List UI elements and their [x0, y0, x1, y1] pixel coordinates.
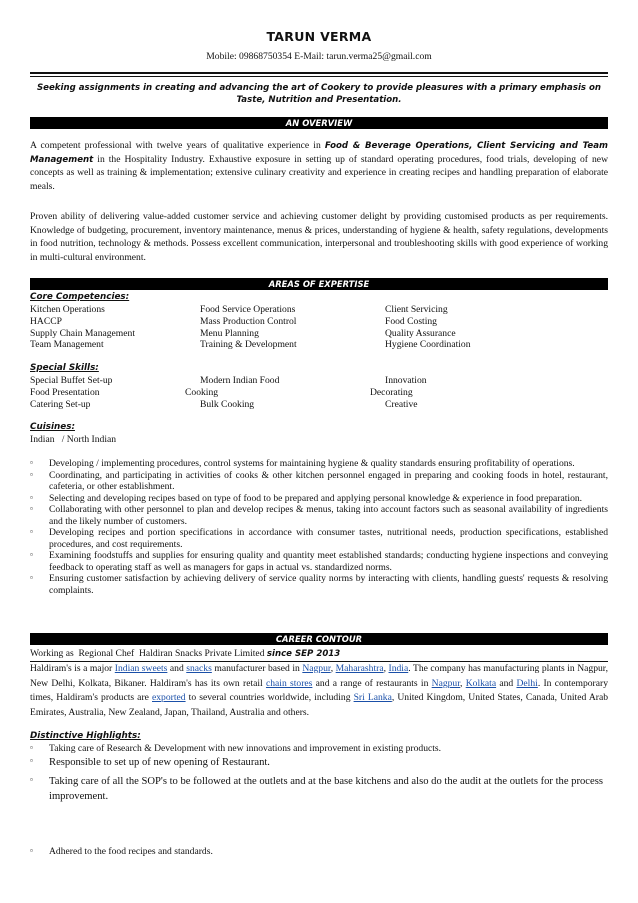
link-exported[interactable]: exported [152, 692, 186, 704]
core-cell: Mass Production Control [200, 315, 297, 327]
section-bar-overview: AN OVERVIEW [30, 117, 608, 129]
special-cell: Innovation [385, 375, 427, 386]
company-description: Haldiram's is a major Indian sweets and snacks manufacturer based in Nagpur, Maharashtra, India. The company has manufacturing plants in Nagpur, New Delhi, Kolkata, Bikaner. Haldiram's has its own retail chain stores and a range of restaurants in Nagpur, Kolkata and Delhi. In contemporary times, Haldiram's products are exported to several countries worldwide, including Sri Lanka, United Kingdom, United States, Canada, United Arab Emirates, Australia, New Zealand, Japan, Thailand, Australia and others. [30, 663, 609, 718]
core-row [30, 339, 608, 351]
overview-paragraph-1 [30, 139, 608, 193]
list-item: ▫ Developing recipes and portion specifications in accordance with consumer tastes, nutritional needs, production specifications, established procedures, and cost requirements. [30, 527, 608, 550]
link-indian-sweets[interactable]: Indian sweets [114, 663, 168, 674]
core-cell: Supply Chain Management [30, 327, 135, 339]
highlights-heading: Distinctive Highlights: [30, 731, 141, 741]
bullet-square-icon: ▫ [30, 755, 33, 765]
header-rule [30, 72, 608, 74]
link-chain-stores[interactable]: chain stores [265, 677, 313, 689]
special-cell: Catering Set-up [30, 398, 91, 410]
position-since: since SEP 2013 [266, 649, 341, 659]
core-cell: Food Service Operations [200, 304, 296, 315]
link-kolkata[interactable]: Kolkata [465, 677, 497, 689]
core-cell: Kitchen Operations [30, 304, 105, 315]
special-cell: Food Presentation [30, 386, 100, 398]
bullet-square-icon: ▫ [30, 527, 33, 536]
section-bar-career: CAREER CONTOUR [30, 633, 608, 645]
link-maharashtra[interactable]: Maharashtra [335, 663, 384, 674]
position-text: Working as Regional Chef Haldiran Snacks Private Limited [30, 648, 267, 659]
candidate-name: TARUN VERMA [266, 29, 372, 44]
special-row [30, 399, 608, 411]
core-row [30, 328, 608, 340]
core-row [30, 304, 608, 316]
special-skills-grid [30, 375, 608, 410]
list-item: ▫ Taking care of Research & Development with new innovations and improvement in existing products. [30, 743, 442, 754]
core-cell: Team Management [30, 339, 104, 351]
special-skills-heading: Special Skills: [30, 363, 99, 373]
bullet-square-icon: ▫ [30, 775, 33, 785]
link-delhi[interactable]: Delhi [516, 677, 538, 689]
link-snacks[interactable]: snacks [186, 663, 212, 674]
list-item: ▫ Adhered to the food recipes and standards. [30, 846, 213, 857]
cuisines-value: Indian / North Indian [30, 434, 117, 445]
list-item: ▫ Coordinating, and participating in activities of cooks & other kitchen personnel engaged in preparing and cooking foods in hotel, restaurant, cafeteria, or other establishment. [30, 469, 608, 492]
core-cell: Food Costing [385, 315, 437, 327]
current-position [30, 648, 340, 660]
special-row [30, 387, 608, 399]
list-item: ▫ Selecting and developing recipes based on type of food to be prepared and applying personal knowledge & experience in food preparation. [30, 492, 583, 504]
bullet-square-icon: ▫ [30, 573, 33, 582]
bullet-square-icon: ▫ [30, 846, 33, 855]
overview-p1-post: in the Hospitality Industry. Exhaustive exposure in setting up of standard operating procedures, food trials, developing of new concepts as well as training & implementation; extensive culinary creativity and experience in creating recipes and handling preparation of elaborate meals. [30, 153, 608, 192]
special-cell: Modern Indian Food [200, 375, 280, 386]
bullet-square-icon: ▫ [30, 469, 33, 479]
special-cell: Decorating [370, 386, 413, 398]
core-competencies-grid [30, 304, 608, 351]
core-cell: Training & Development [200, 339, 297, 351]
overview-paragraph-2: Proven ability of delivering value-added customer service and achieving customer delight by providing customised products as per requirements. Knowledge of budgeting, procurement, inventory maintenance, menus & prices, understanding of hygiene & health, safety regulations, developments in food nutrition, technology & methods. Possess excellent communication, interpersonal and troubleshooting skills with good experience of working in multi-cultural environment. [30, 211, 608, 263]
section-bar-expertise: AREAS OF EXPERTISE [30, 278, 608, 290]
list-item: ▫ Developing / implementing procedures, control systems for maintaining hygiene & quality standards ensuring profitability of operations. [30, 458, 575, 469]
bullet-square-icon: ▫ [30, 458, 33, 467]
overview-p1-emphasis: Food & Beverage Operations, Client Servicing and Team Management [30, 141, 608, 165]
bullet-square-icon: ▫ [30, 504, 33, 513]
special-cell: Bulk Cooking [200, 398, 255, 410]
header-rule-thin [30, 76, 608, 77]
cuisines-heading: Cuisines: [30, 422, 75, 432]
special-cell: Special Buffet Set-up [30, 375, 113, 386]
core-competencies-heading: Core Competencies: [30, 292, 130, 302]
expertise-bullets [30, 458, 608, 596]
core-cell: Client Servicing [385, 304, 448, 315]
list-item: ▫ Examining foodstuffs and supplies for ensuring quality and quantity meet established standards; conducting hygiene inspections and conveying feedback to operating staff as well as managers for gaps in actual vs. standardized norms. [30, 550, 608, 573]
bullet-square-icon: ▫ [30, 492, 33, 502]
link-india[interactable]: India [388, 663, 409, 674]
link-sri-lanka[interactable]: Sri Lanka [353, 692, 392, 704]
core-cell: Menu Planning [200, 327, 259, 339]
contact-line: Mobile: 09868750354 E-Mail: tarun.verma25@gmail.com [206, 51, 432, 62]
core-row [30, 316, 608, 328]
objective-statement: Seeking assignments in creating and advancing the art of Cookery to provide pleasures with a primary emphasis on Taste, Nutrition and Presentation. [36, 83, 602, 106]
special-cell: Cooking [185, 386, 219, 398]
bullet-square-icon: ▫ [30, 550, 33, 559]
bullet-square-icon: ▫ [30, 743, 33, 752]
list-item: ▫ Collaborating with other personnel to plan and develop recipes & menus, taking into account factors such as seasonal availability of ingredients and the likely number of customers. [30, 504, 608, 527]
link-nagpur-2[interactable]: Nagpur [431, 677, 461, 689]
core-cell: Hygiene Coordination [385, 339, 471, 351]
highlights-list [30, 743, 608, 804]
list-item: ▫ Taking care of all the SOP's to be followed at the outlets and at the base kitchens and also do the audit at the outlets for the process improvement. [30, 775, 603, 802]
highlights-list-continued [30, 846, 608, 858]
core-cell: Quality Assurance [385, 327, 456, 339]
core-cell: HACCP [30, 315, 62, 327]
list-item: ▫ Ensuring customer satisfaction by achieving delivery of service quality norms by interacting with clients, handling guests' requests & resolving complaints. [30, 573, 608, 596]
special-row [30, 375, 608, 387]
overview-p1-pre: A competent professional with twelve years of qualitative experience in [30, 140, 325, 151]
list-item: ▫ Responsible to set up of new opening of Restaurant. [30, 755, 270, 768]
special-cell: Creative [385, 398, 418, 410]
link-nagpur[interactable]: Nagpur [302, 663, 331, 674]
